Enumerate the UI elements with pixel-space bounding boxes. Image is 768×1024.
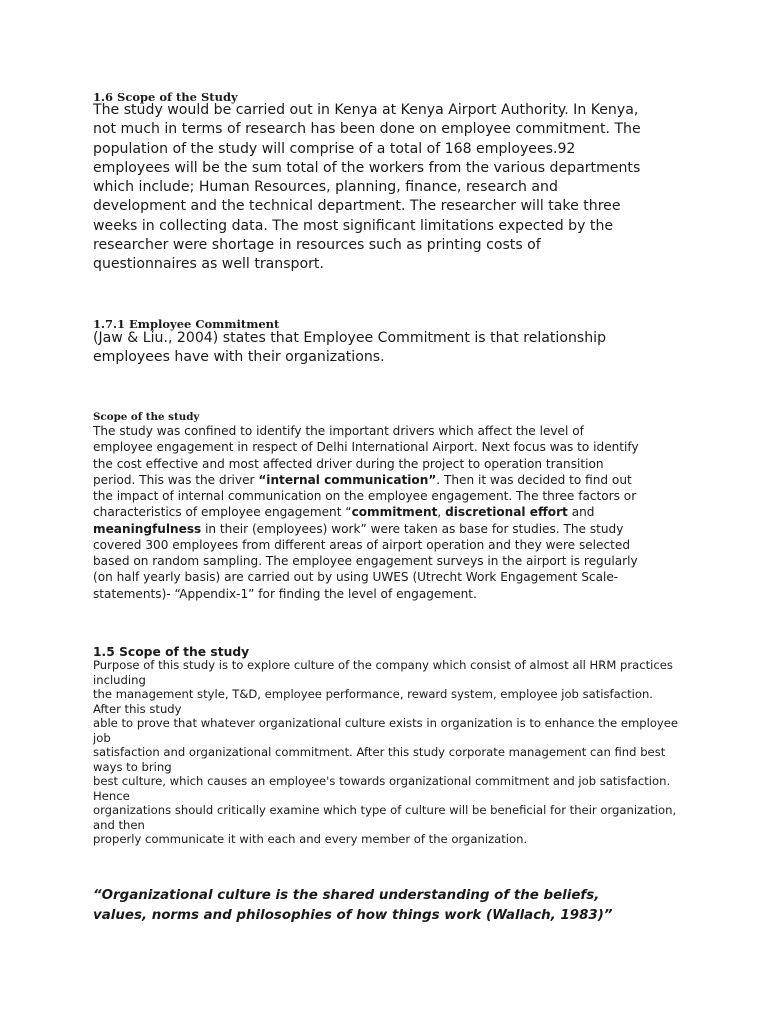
text-run: characteristics of employee engagement “ [93, 505, 352, 520]
text-line: Purpose of this study is to explore culture of the company which consist of almost all HRM practices including [93, 658, 673, 687]
bold-term: commitment [351, 505, 438, 520]
bold-term: discretional effort [445, 505, 568, 520]
text-run: in their (employees) work” were taken as base for studies. The study [201, 521, 624, 536]
text-line: questionnaires as well transport. [93, 256, 324, 273]
section-heading-1-5: 1.5 Scope of the study [93, 645, 250, 659]
text-line: organizations should critically examine which type of culture will be beneficial for their organization, and then [93, 803, 677, 832]
text-line: covered 300 employees from different areas of airport operation and they were selected [93, 537, 630, 552]
culture-quote [93, 886, 683, 926]
quote-line: values, norms and philosophies of how things work (Wallach, 1983)” [93, 908, 613, 923]
text-run: . Then it was decided to find out [436, 472, 632, 487]
section-heading-1-7-1: 1.7.1 Employee Commitment [93, 317, 280, 331]
text-line: properly communicate it with each and every member of the organization. [93, 832, 528, 846]
text-line: The study was confined to identify the important drivers which affect the level of [93, 424, 584, 438]
text-line [93, 472, 683, 488]
text-line: development and the technical department. The researcher will take three [93, 198, 621, 215]
text-line: researcher were shortage in resources such as printing costs of [93, 237, 541, 254]
text-line: employees have with their organizations. [93, 349, 385, 366]
text-line: which include; Human Resources, planning, finance, research and [93, 179, 558, 196]
text-line: the cost effective and most affected driver during the project to operation transition [93, 456, 604, 471]
section-body-1-5 [93, 658, 683, 847]
text-line: weeks in collecting data. The most significant limitations expected by the [93, 217, 614, 234]
section-heading-scope-delhi: Scope of the study [93, 411, 200, 423]
text-line: employee engagement in respect of Delhi International Airport. Next focus was to identify [93, 440, 639, 455]
text-line [93, 504, 683, 520]
text-line: not much in terms of research has been done on employee commitment. The [93, 121, 641, 138]
bold-term: meaningfulness [93, 521, 202, 536]
text-line: statements)- “Appendix-1” for finding the level of engagement. [93, 586, 477, 601]
text-line: satisfaction and organizational commitment. After this study corporate management can find best ways to bring [93, 745, 666, 774]
text-line: employees will be the sum total of the workers from the various departments [93, 159, 641, 176]
bold-term: “internal communication” [258, 472, 437, 487]
section-heading-1-6: 1.6 Scope of the Study [93, 90, 238, 104]
text-line [93, 521, 683, 537]
section-body-scope-delhi [93, 423, 683, 602]
text-line: The study would be carried out in Kenya at Kenya Airport Authority. In Kenya, [93, 102, 639, 118]
text-run: and [567, 505, 595, 520]
text-run: , [437, 505, 446, 520]
text-line: (on half yearly basis) are carried out by using UWES (Utrecht Work Engagement Scale- [93, 570, 619, 585]
text-line: best culture, which causes an employee's towards organizational commitment and job satisfaction. Hence [93, 774, 671, 803]
text-line: population of the study will comprise of a total of 168 employees.92 [93, 140, 576, 157]
text-run: period. This was the driver [93, 472, 259, 487]
section-body-1-6 [93, 101, 683, 275]
text-line: (Jaw & Liu., 2004) states that Employee Commitment is that relationship [93, 330, 607, 346]
section-body-1-7-1 [93, 329, 683, 368]
text-line: the impact of internal communication on the employee engagement. The three factors or [93, 489, 637, 503]
text-line: based on random sampling. The employee engagement surveys in the airport is regularly [93, 554, 638, 568]
quote-line: “Organizational culture is the shared understanding of the beliefs, [93, 888, 600, 903]
text-line: the management style, T&D, employee performance, reward system, employee job satisfaction. After this study [93, 687, 653, 716]
text-line: able to prove that whatever organizational culture exists in organization is to enhance the employee job [93, 716, 679, 745]
